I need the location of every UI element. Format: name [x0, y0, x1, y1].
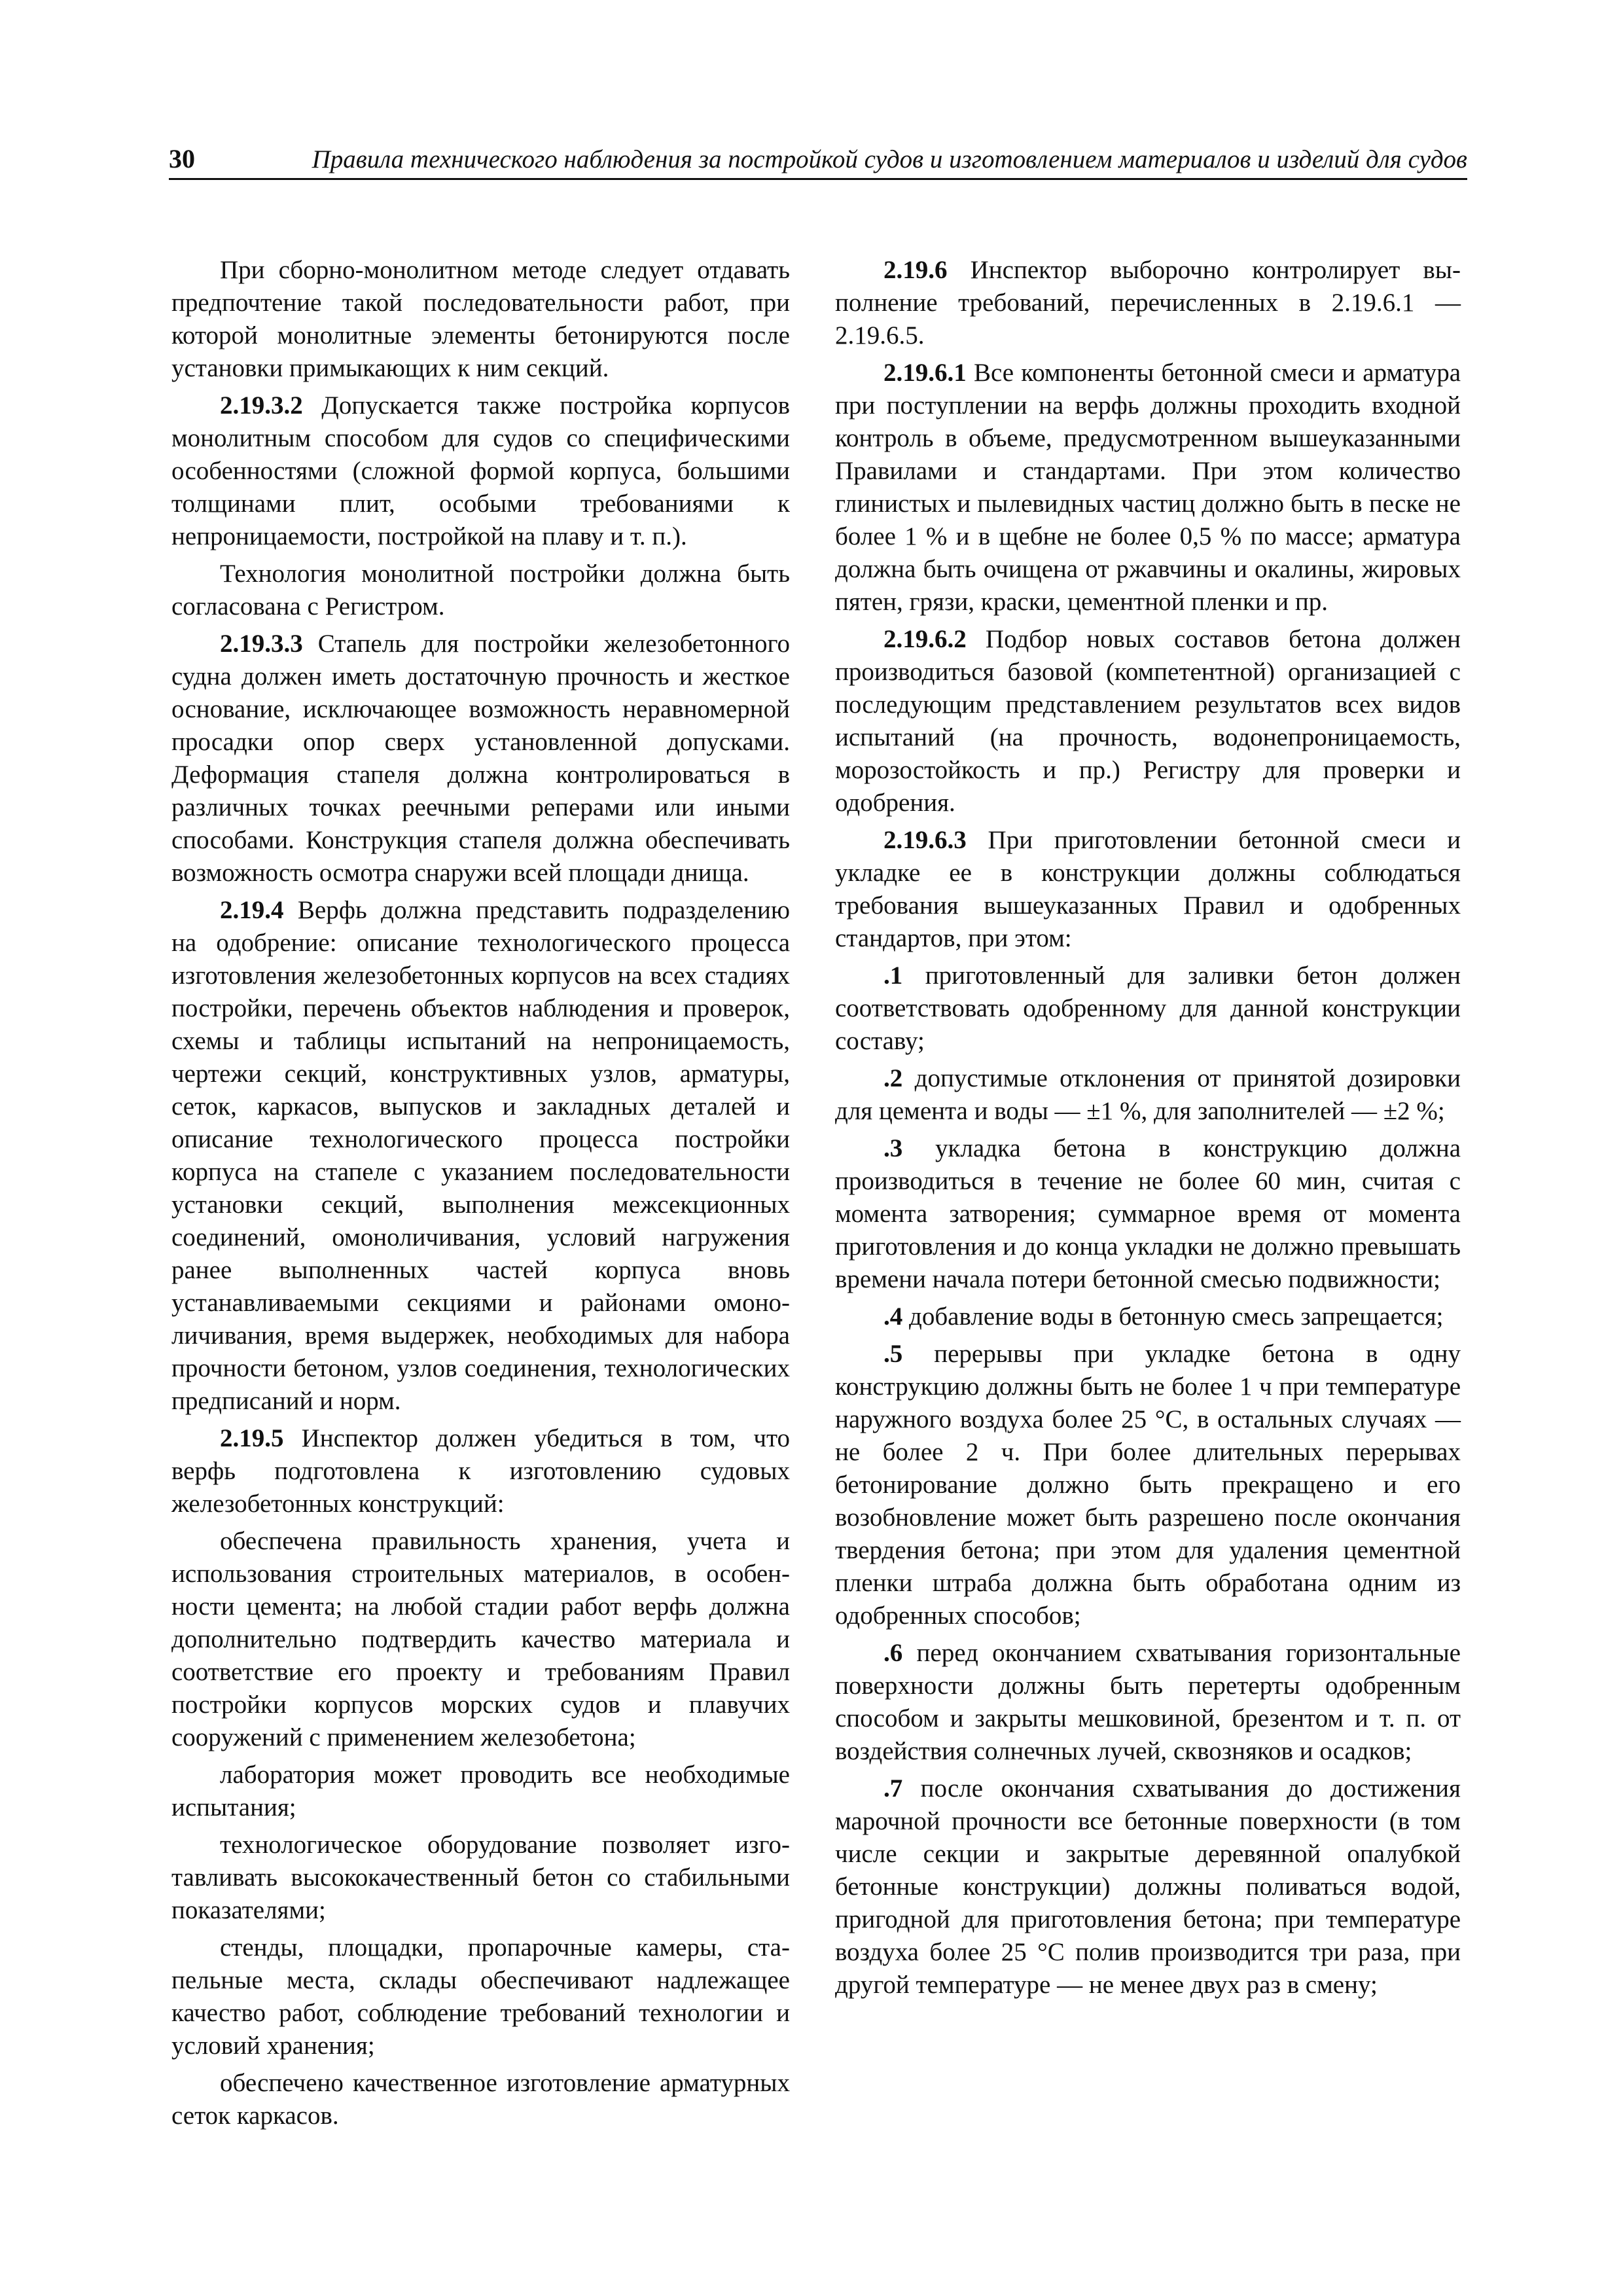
left_column-paragraph: стенды, площадки, пропарочные камеры, стапельные места, склады обеспечивают надлежащее качество работ, соблюдение требований технологии и условий хранения; — [171, 1933, 790, 2060]
left_column-paragraph: 2.19.3.3 Стапель для постройки железобетонного судна должен иметь достаточную прочность и жесткое основание, исключающее возможность неравномерной просадки опор сверх установленной допусками. Деформация стапеля должна контролироваться в различных точках реечными реперами или иными способами. Конструкция стапеля должна обеспечивать возможность осмотра снаружи всей площади днища. — [171, 630, 790, 887]
right_column-paragraph: .3 укладка бетона в конструкцию должна производиться в течение не более 60 мин, считая с момента затворения; суммарное время от момента приготовления и до конца укладки не должно превышать времени начала потери бетонной смесью подвижности; — [835, 1134, 1461, 1293]
left_column-paragraph: 2.19.5 Инспектор должен убедиться в том, что верфь подготовлена к изготовлению судовых железобетонных конструкций: — [171, 1424, 790, 1518]
left-column — [171, 254, 790, 2137]
page-number: 30 — [169, 144, 195, 173]
right_column-paragraph: .7 после окончания схватывания до достижения марочной прочности все бетонные поверхности (в том числе секции и закрытые деревянной опалубкой бетонные конструкции) должны поливаться водой, пригодной для приготовления бетона; при температуре воздуха более 25 °С полив производится три раза, при другой температуре — не менее двух раз в смену; — [835, 1774, 1461, 1999]
right_column-paragraph: 2.19.6 Инспектор выборочно контролирует выполнение требований, перечисленных в 2.19.6.1 — 2.19.6.5. — [835, 256, 1461, 350]
running-title: Правила технического наблюдения за постройкой судов и изготовлением материалов и изделий для судов — [312, 145, 1467, 173]
left_column-paragraph: Технология монолитной постройки должна быть согласована с Регистром. — [171, 560, 790, 620]
right-column — [835, 254, 1461, 2006]
right_column-paragraph: .5 перерывы при укладке бетона в одну конструкцию должны быть не более 1 ч при температуре наружного воздуха более 25 °С, в остальных случаях — не более 2 ч. При более длительных перерывах бетонирование должно быть прекращено и его возобновление может быть разрешено после окончания твердения бетона; при этом для удаления цементной пленки штраба должна быть обработана одним из одобренных способов; — [835, 1340, 1461, 1630]
left_column-paragraph: обеспечено качественное изготовление арматурных сеток каркасов. — [171, 2069, 790, 2130]
right_column-paragraph: .6 перед окончанием схватывания горизонтальные поверхности должны быть перетерты одобренным способом и закрыты мешковиной, брезентом и т. п. от воздействия солнечных лучей, сквозняков и осадков; — [835, 1639, 1461, 1765]
right_column-paragraph: .2 допустимые отклонения от принятой дозировки для цемента и воды — ±1 %, для заполнителей — ±2 %; — [835, 1064, 1461, 1125]
left_column-paragraph: 2.19.3.2 Допускается также постройка корпусов монолитным способом для судов со специфическими особенностями (сложной формой корпуса, большими толщинами плит, особыми требованиями к непроницаемости, постройкой на плаву и т. п.). — [171, 391, 790, 550]
left_column-paragraph: лаборатория может проводить все необходимые испытания; — [171, 1761, 790, 1821]
left_column-paragraph: технологическое оборудование позволяет изготавливать высококачественный бетон со стабильными показателями; — [171, 1831, 790, 1924]
left_column-paragraph: обеспечена правильность хранения, учета и использования строительных материалов, в особенности цемента; на любой стадии работ верфь должна дополнительно подтвердить качество материала и соответствие его проекту и требованиям Правил постройки корпусов морских судов и плавучих сооружений с применением железобетона; — [171, 1527, 790, 1751]
page-header — [169, 141, 1467, 180]
right_column-paragraph: 2.19.6.2 Подбор новых составов бетона должен производиться базовой (компетентной) организацией с последующим представлением результатов всех видов испытаний (на прочность, водонепроницаемость, морозостойкость и пр.) Регистру для проверки и одобрения. — [835, 625, 1461, 817]
right_column-paragraph: .1 приготовленный для заливки бетон должен соответствовать одобренному для данной конструкции составу; — [835, 961, 1461, 1055]
left_column-paragraph: 2.19.4 Верфь должна представить подразделению на одобрение: описание технологического процесса изготовления железобетонных корпусов на всех стадиях постройки, перечень объектов наблюдения и проверок, схемы и таблицы испытаний на непроницаемость, чертежи секций, конструктивных узлов, арматуры, сеток, каркасов, выпусков и закладных деталей и описание технологического процесса постройки корпуса на стапеле с указанием последовательности установки секций, выполнения межсекционных соединений, омоноличивания, условий нагружения ранее выполненных частей корпуса вновь устанавливаемыми секциями и районами омоноличивания, время выдержек, необходимых для набора прочности бетоном, узлов соединения, технологических предписаний и норм. — [171, 896, 790, 1415]
right_column-paragraph: 2.19.6.1 Все компоненты бетонной смеси и арматура при поступлении на верфь должны проходить входной контроль в объеме, предусмотренном вышеуказанными Правилами и стандартами. При этом количество глинистых и пылевидных частиц должно быть в песке не более 1 % и в щебне не более 0,5 % по массе; арматура должна быть очищена от ржавчины и окалины, жировых пятен, грязи, краски, цементной пленки и пр. — [835, 359, 1461, 616]
left_column-paragraph: При сборно-монолитном методе следует отдавать предпочтение такой последовательности работ, при которой монолитные элементы бетонируются после установки примыкающих к ним секций. — [171, 256, 790, 382]
right_column-paragraph: .4 добавление воды в бетонную смесь запрещается; — [883, 1302, 1444, 1331]
right_column-paragraph: 2.19.6.3 При приготовлении бетонной смеси и укладке ее в конструкции должны соблюдаться требования вышеуказанных Правил и одобренных стандартов, при этом: — [835, 826, 1461, 952]
